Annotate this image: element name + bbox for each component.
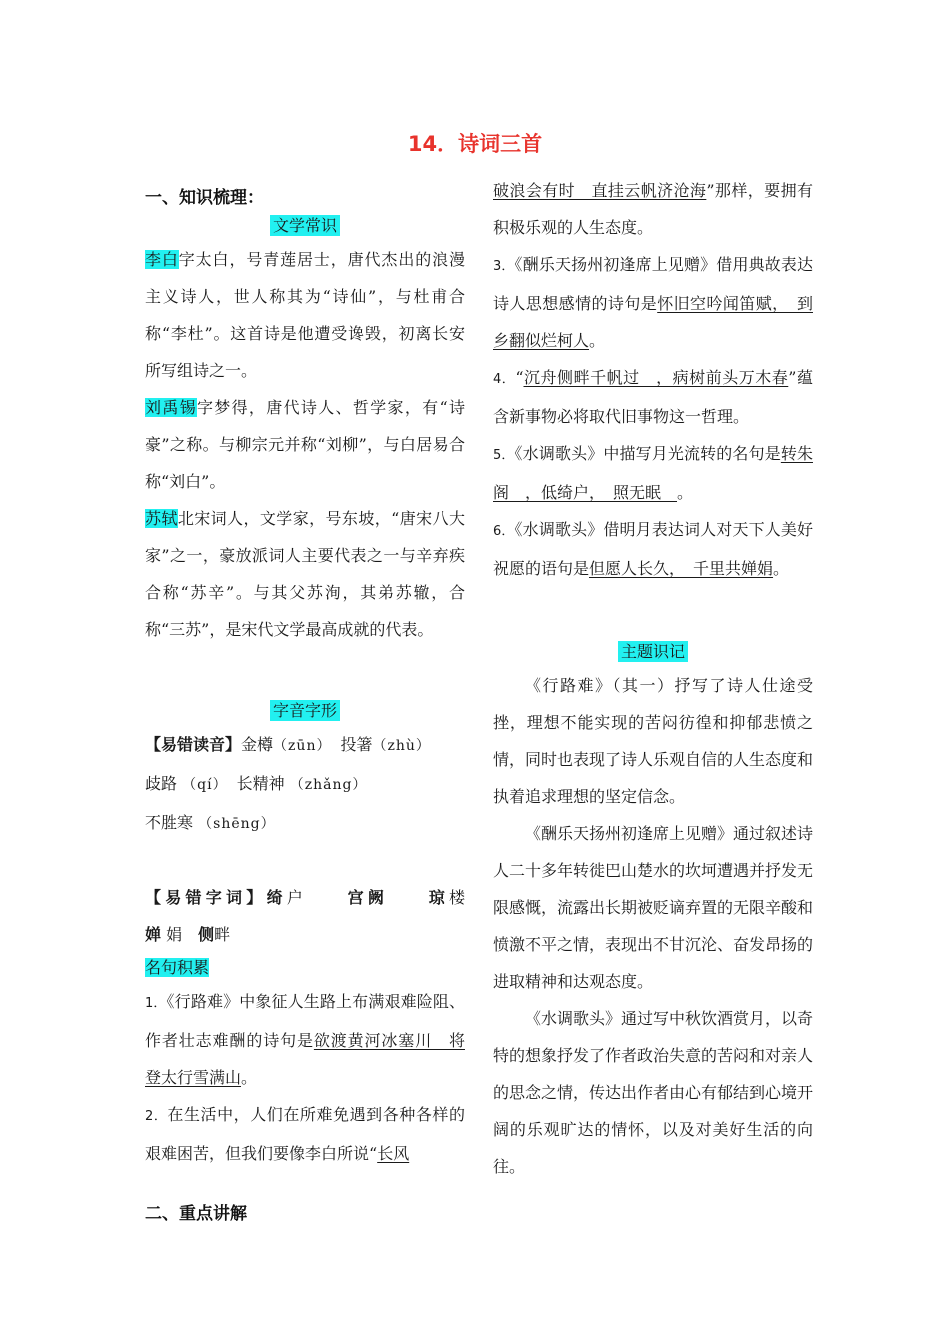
line-number: 2． [145,1109,168,1124]
line-number: 1． [145,996,167,1011]
reading-line-2 [145,765,465,804]
line-text: ”那样，要拥有积极乐观的人生态度。 [493,181,813,237]
line-number: 4． [493,372,516,387]
reading-pre: 金 [241,735,258,754]
word-rest: 楼 [448,888,465,907]
word-bold: 宫阙 [347,888,389,907]
line-answer: 欲渡黄河冰塞川 将登太行雪满山 [145,1031,465,1087]
line-text: 在生活中，人们在所难免遇到各种各样的艰难困苦，但我们要像李白所说“ [145,1105,465,1163]
line-answer: 怀旧空吟闻笛赋， 到乡翻似烂柯人 [493,294,813,350]
word-rest: 户 [286,888,308,907]
line-number: 6． [493,524,515,539]
right-column [493,172,813,1185]
reading-pre: 投 [340,735,357,754]
reading-pre: 不 [145,813,162,832]
author-text: 北宋词人，文学家，号东坡，“唐宋八大家”之一，豪放派词人主要代表之一与辛弃疾合称“苏辛”。与其父苏洵，其弟苏辙，合称“三苏”，是宋代文学最高成就的代表。 [145,509,465,639]
famous-line-2-continued [493,172,813,246]
reading-label: 【易错读音】 [145,735,242,754]
word-bold: 婵 [145,925,162,944]
author-text: 字梦得，唐代诗人、哲学家，有“诗豪”之称。与柳宗元并称“刘柳”，与白居易合称“刘白”。 [145,398,465,491]
word-rest: 畔 [214,925,231,944]
line-answer: 长风 [377,1144,410,1163]
word-bold: 绮 [266,888,287,907]
author-text: 字太白，号青莲居士，唐代杰出的浪漫主义诗人，世人称其为“诗仙”，与杜甫合称“李杜”。这首诗是他遭受谗毁，初离长安所写组诗之一。 [145,250,465,380]
author-libai [145,241,465,389]
author-name: 李白 [145,250,179,269]
author-liuyuxi [145,389,465,500]
reading-char: 箸 [356,735,373,754]
line-number: 5． [493,448,515,463]
tag-famous-lines: 名句积累 [145,958,210,977]
line-end: ”蕴含新事物必将取代旧事物这一哲理。 [493,368,813,426]
words-label: 【易错字词】 [145,888,267,907]
reading-char: 长 [236,774,253,793]
famous-line-5 [493,435,813,511]
theme-paragraph: 《水调歌头》通过写中秋饮酒赏月，以奇特的想象抒发了作者政治失意的苦闷和对亲人的思念之情，传达出作者由心有郁结到心境开阔的乐观旷达的情怀，以及对美好生活的向往。 [493,1009,814,1176]
author-name: 苏轼 [145,509,178,528]
famous-line-6 [493,511,813,587]
line-end: 。 [241,1068,258,1087]
line-answer: 破浪会有时 直挂云帆济沧海 [493,181,707,200]
famous-line-4 [493,359,813,435]
line-answer: 沉舟侧畔千帆过 ，病树前头万木春 [523,368,789,387]
line-text: “ [515,368,524,387]
famous-line-2 [145,1096,465,1172]
tag-literature: 文学常识 [270,215,340,236]
section-heading-key-points: 二、重点讲解 [145,1204,247,1224]
pinyin: （qí） [182,777,221,793]
line-end: 。 [677,483,694,502]
reading-line-1 [145,726,465,765]
words-line [145,879,465,953]
line-text: 《水调歌头》中描写月光流转的名句是 [514,444,781,463]
tag-theme: 主题识记 [618,641,688,662]
line-end: 。 [589,331,606,350]
reading-line-3 [145,804,465,843]
word-rest: 娟 [166,925,183,944]
line-text: 《酬乐天扬州初逢席上见赠》借用典故表达诗人思想感情的诗句是 [493,255,813,313]
tag-pronunciation: 字音字形 [270,700,340,721]
theme-paragraph: 《酬乐天扬州初逢席上见赠》通过叙述诗人二十多年转徙巴山楚水的坎坷遭遇并抒发无限感慨，流露出长期被贬谪弃置的无限辛酸和愤激不平之情，表现出不甘沉沦、奋发昂扬的进取精神和达观态度。 [493,824,814,991]
reading-post: 精神 [252,774,285,793]
section-heading-knowledge: 一、知识梳理： [145,188,264,208]
line-text: 《水调歌头》借明月表达词人对天下人美好祝愿的语句是 [493,520,813,578]
reading-char: 胜 [161,813,178,832]
pinyin: （zūn） [273,738,325,754]
theme-paragraph: 《行路难》（其一）抒写了诗人仕途受挫，理想不能实现的苦闷彷徨和抑郁悲愤之情，同时也表现了诗人乐观自信的人生态度和执着追求理想的坚定信念。 [493,676,814,806]
pinyin: （shēng） [198,816,276,832]
pinyin: （zhǎng） [289,777,368,793]
word-bold: 侧 [198,925,215,944]
left-column [145,211,465,1172]
author-sushi [145,500,465,648]
pinyin: （zhù） [372,738,431,754]
line-answer: 但愿人长久， 千里共婵娟 [589,559,774,578]
line-text: 《行路难》中象征人生路上布满艰难险阻、作者壮志难酬的诗句是 [145,992,465,1050]
reading-post: 路 [161,774,178,793]
line-end: 。 [773,559,790,578]
line-answer: 转朱阁 ，低绮户， 照无眠 [493,444,813,502]
famous-line-3 [493,246,813,359]
line-number: 3． [493,259,515,274]
word-bold: 琼 [428,888,449,907]
reading-char: 歧 [145,774,162,793]
reading-post: 寒 [177,813,194,832]
page-title: 14．诗词三首 [407,132,543,156]
author-name: 刘禹锡 [145,398,197,417]
famous-line-1 [145,983,465,1096]
reading-char: 樽 [257,735,274,754]
